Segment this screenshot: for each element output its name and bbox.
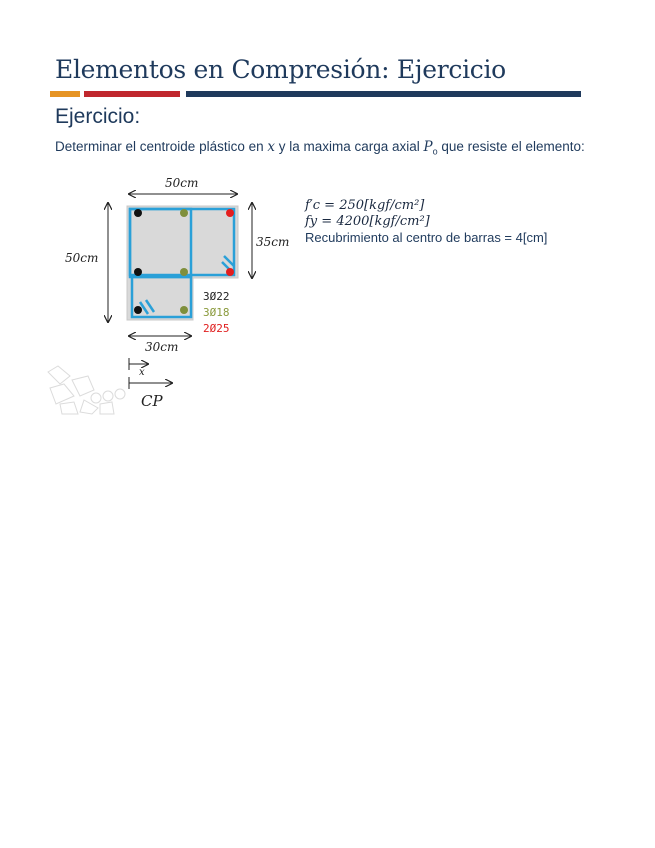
legend-bar-18: 3Ø18: [203, 306, 230, 319]
bar-25-top-right: [226, 209, 234, 217]
bar-25-mid-right: [226, 268, 234, 276]
bar-18-top: [180, 209, 188, 217]
statement-var-x: x: [267, 139, 275, 155]
bar-18-bottom: [180, 306, 188, 314]
statement-text-3: que resiste el elemento:: [437, 139, 585, 154]
statement-text-2: y la maxima carga axial: [274, 139, 424, 154]
fy-parameter: fy = 4200[kgf/cm²]: [305, 214, 430, 229]
cover-parameter: Recubrimiento al centro de barras = 4[cm]: [305, 230, 548, 245]
statement-text-1: Determinar el centroide plástico en: [55, 139, 268, 154]
fc-parameter: f′c = 250[kgf/cm²]: [305, 198, 425, 213]
watermark-pattern: [48, 366, 125, 414]
cp-label: CP: [141, 392, 163, 410]
bar-22-mid-left: [134, 268, 142, 276]
legend-bar-22: 3Ø22: [203, 290, 230, 303]
bar-22-top-left: [134, 209, 142, 217]
page-title: Elementos en Compresión: Ejercicio: [55, 55, 506, 84]
dim-label-bottom: 30cm: [145, 340, 179, 354]
dim-label-right: 35cm: [256, 235, 290, 249]
dim-label-left: 50cm: [65, 251, 99, 265]
bar-22-bottom-left: [134, 306, 142, 314]
bar-18-mid: [180, 268, 188, 276]
x-label: x: [139, 367, 145, 378]
section-subtitle: Ejercicio:: [55, 105, 141, 128]
legend-bar-25: 2Ø25: [203, 322, 230, 335]
statement-var-P: P: [423, 139, 433, 155]
dim-label-top: 50cm: [165, 176, 199, 190]
statement-var-P-sub: o: [432, 146, 438, 157]
